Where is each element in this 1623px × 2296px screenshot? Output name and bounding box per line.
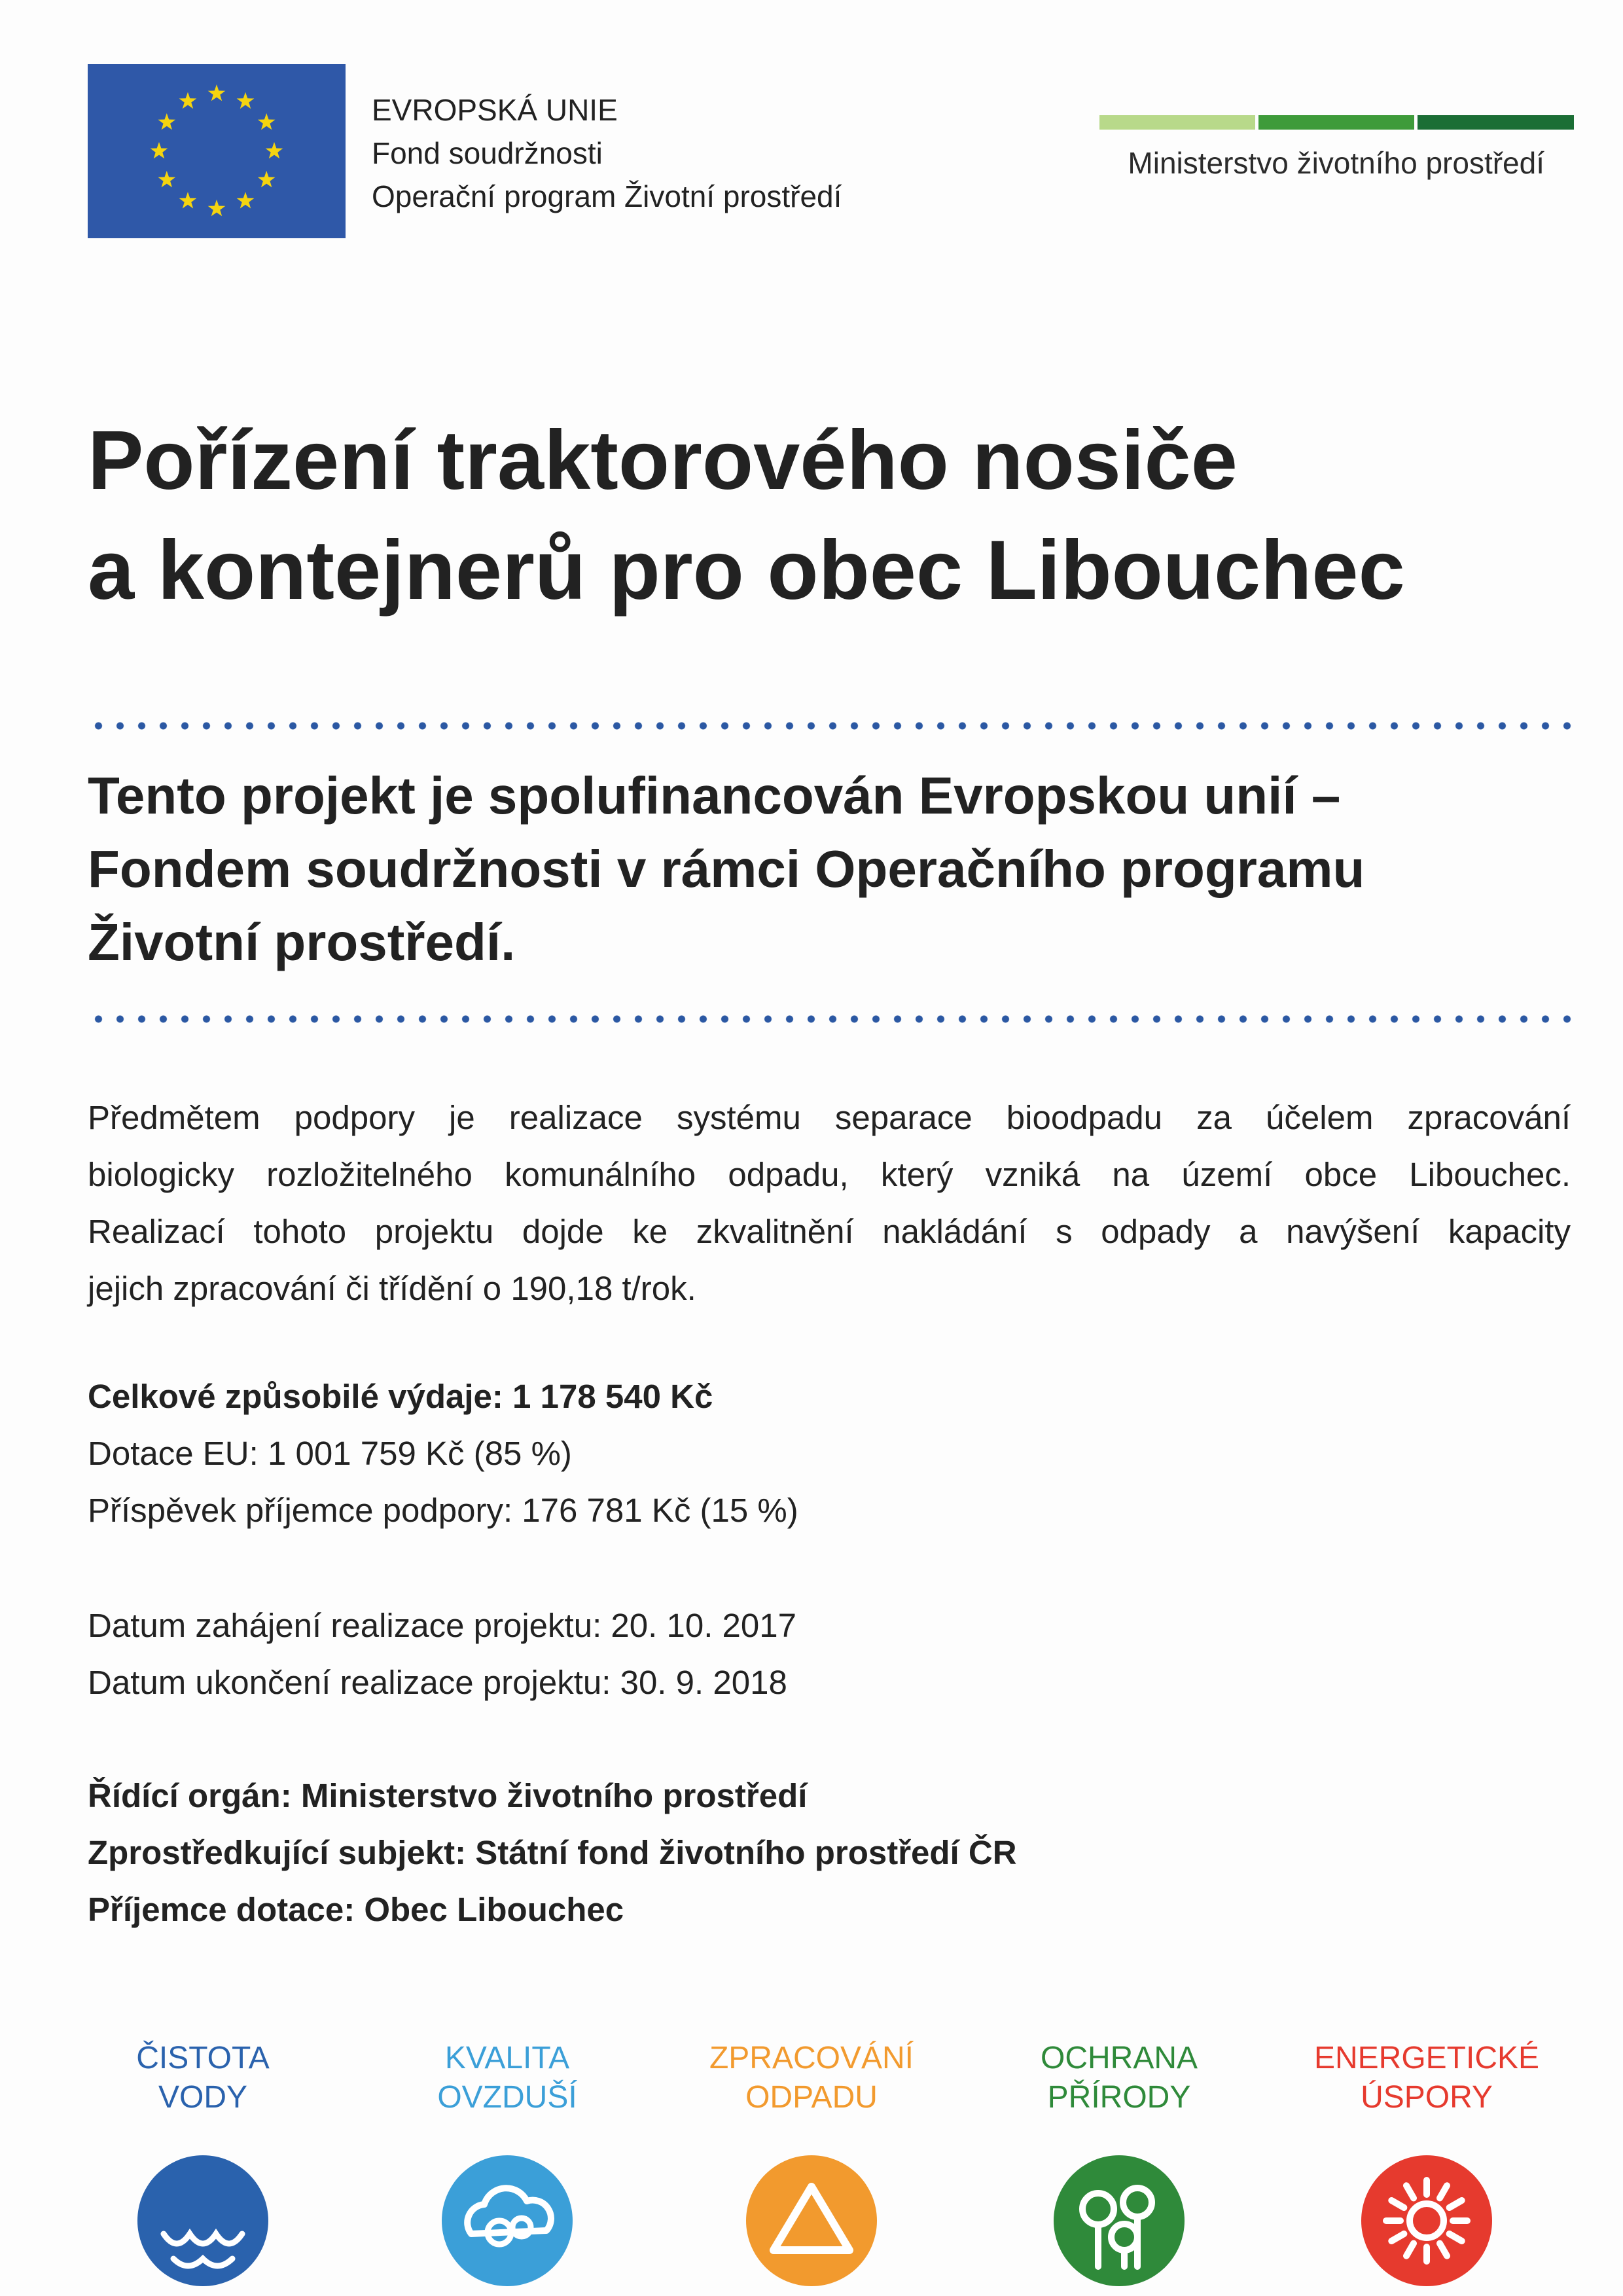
ministry-name: Ministerstvo životního prostředí <box>1128 146 1544 180</box>
project-title <box>88 406 1580 626</box>
eu-star <box>258 113 276 130</box>
cost-block <box>88 1368 798 1539</box>
eu-star <box>208 200 226 216</box>
cloud-icon <box>442 2155 573 2286</box>
end-date: Datum ukončení realizace projektu: 30. 9. 2018 <box>88 1664 787 1701</box>
icon-energy-savings <box>1289 2039 1564 2117</box>
eu-star <box>258 171 276 187</box>
title-line-1: Pořízení traktorového nosiče <box>88 414 1238 507</box>
dotted-divider-top <box>88 721 1575 730</box>
eu-star <box>266 142 283 158</box>
eu-stars-icon <box>88 64 346 238</box>
description-line-4: jejich zpracování či třídění o 190,18 t/rok. <box>88 1270 696 1307</box>
icon-label-line-2: ODPADU <box>745 2080 878 2115</box>
cofinancing-statement <box>88 759 1586 979</box>
ministry-bar-light <box>1099 115 1255 130</box>
managing-authority: Řídící orgán: Ministerstvo životního prostředí <box>88 1777 808 1814</box>
ministry-bar-dark <box>1418 115 1574 130</box>
eu-star <box>158 171 176 187</box>
eu-line-1: EVROPSKÁ UNIE <box>372 93 618 127</box>
icon-air-quality <box>370 2039 645 2117</box>
water-icon <box>137 2155 268 2286</box>
total-eligible-costs: Celkové způsobilé výdaje: 1 178 540 Kč <box>88 1378 713 1415</box>
eu-star <box>237 192 255 208</box>
sun-ray <box>1406 2244 1414 2256</box>
icon-label-line-1: ZPRACOVÁNÍ <box>709 2041 914 2075</box>
sun-ray <box>1391 2200 1404 2208</box>
eu-star <box>208 84 226 101</box>
eu-star <box>179 92 197 109</box>
sun-ray <box>1391 2234 1404 2241</box>
title-line-2: a kontejnerů pro obec Libouchec <box>88 524 1405 617</box>
recycle-icon <box>746 2155 877 2286</box>
subtitle-line-2: Fondem soudržnosti v rámci Operačního programu <box>88 840 1365 898</box>
eu-line-2: Fond soudržnosti <box>372 136 603 170</box>
icon-water-quality <box>65 2039 340 2117</box>
icon-label-line-1: OCHRANA <box>1040 2041 1198 2075</box>
start-date: Datum zahájení realizace projektu: 20. 10. 2017 <box>88 1607 797 1644</box>
eu-subsidy: Dotace EU: 1 001 759 Kč (85 %) <box>88 1435 572 1472</box>
description-line-3: Realizací tohoto projektu dojde ke zkvalitnění nakládání s odpady a navýšení kapacity <box>88 1213 1571 1250</box>
icon-label-line-1: KVALITA <box>444 2041 570 2075</box>
eu-star <box>151 142 168 158</box>
icon-label-line-2: ÚSPORY <box>1361 2080 1493 2115</box>
subtitle-line-3: Životní prostředí. <box>88 913 516 971</box>
bodies-block <box>88 1767 1017 1938</box>
sun-icon <box>1361 2155 1492 2286</box>
description-line-1: Předmětem podpory je realizace systému separace bioodpadu za účelem zpracování <box>88 1099 1571 1136</box>
dotted-divider-bottom <box>88 1014 1575 1024</box>
tree-icon <box>1054 2155 1185 2286</box>
icon-label-line-2: PŘÍRODY <box>1047 2080 1191 2115</box>
grant-recipient: Příjemce dotace: Obec Libouchec <box>88 1891 624 1928</box>
recipient-contribution: Příspěvek příjemce podpory: 176 781 Kč (15 %) <box>88 1492 798 1529</box>
eu-star <box>179 192 197 208</box>
icon-label-line-2: VODY <box>158 2080 248 2115</box>
subtitle-line-1: Tento projekt je spolufinancován Evropskou unií – <box>88 766 1341 825</box>
ministry-bar-mid <box>1258 115 1414 130</box>
icon-nature-protection <box>982 2039 1257 2117</box>
eu-line-3: Operační program Životní prostředí <box>372 179 842 213</box>
icon-label-line-1: ČISTOTA <box>136 2041 270 2075</box>
sun-ray <box>1406 2185 1414 2198</box>
sun-ray <box>1440 2244 1447 2256</box>
eu-star <box>158 113 176 130</box>
sun-ray <box>1450 2234 1462 2241</box>
icon-label-line-1: ENERGETICKÉ <box>1313 2041 1540 2075</box>
icon-label-line-2: OVZDUŠÍ <box>437 2080 577 2115</box>
ministry-logo-bars <box>1099 115 1574 130</box>
eu-program-block <box>372 88 842 218</box>
intermediate-body: Zprostředkující subjekt: Státní fond životního prostředí ČR <box>88 1834 1017 1871</box>
icon-waste-processing <box>674 2039 949 2117</box>
dates-block <box>88 1597 796 1711</box>
sun-ray <box>1450 2200 1462 2208</box>
sun-ray <box>1440 2185 1447 2198</box>
eu-flag-logo <box>88 64 346 238</box>
description-line-2: biologicky rozložitelného komunálního odpadu, který vzniká na území obce Libouchec. <box>88 1156 1571 1193</box>
eu-star <box>237 92 255 109</box>
project-description <box>88 1089 1571 1317</box>
